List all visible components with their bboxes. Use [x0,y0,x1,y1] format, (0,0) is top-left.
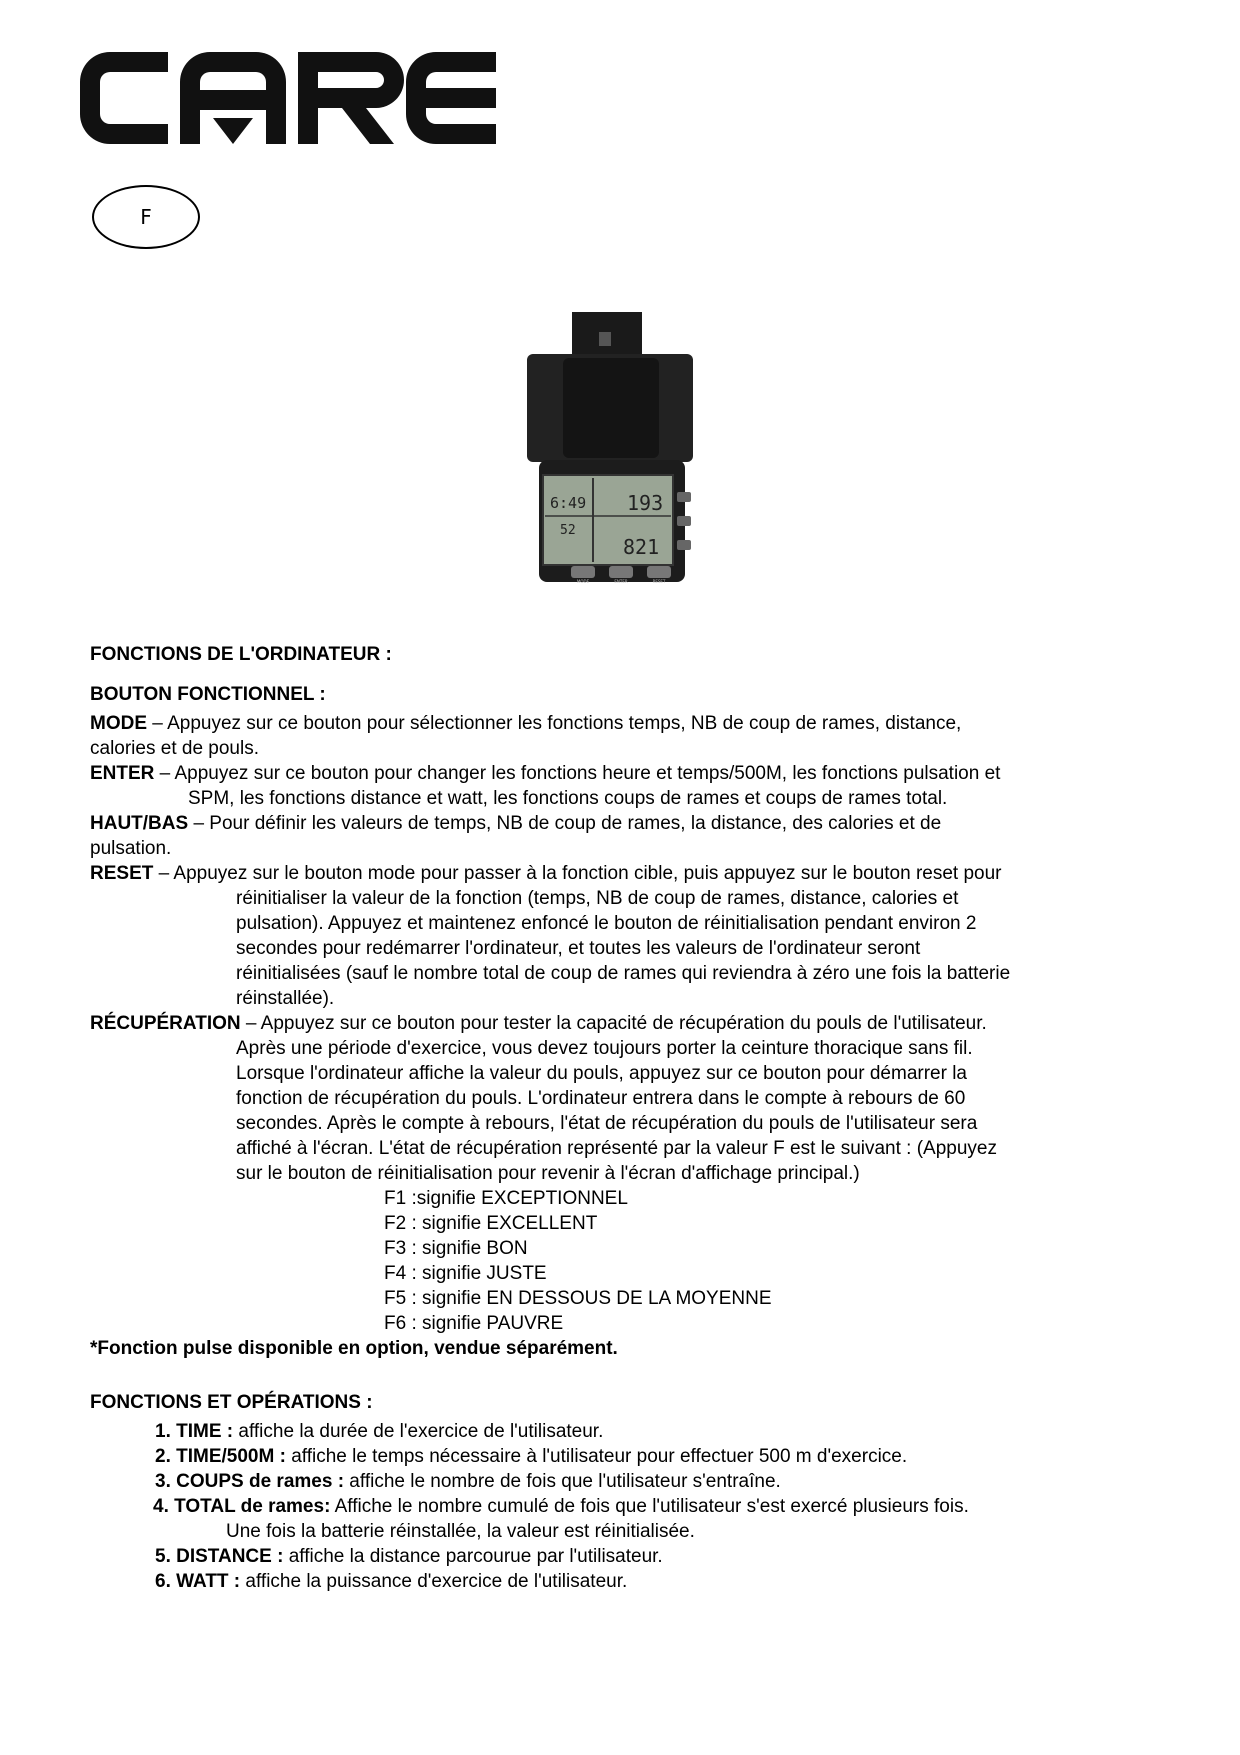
button-label-reset: RESET [652,579,666,584]
recovery-level-f3: F3 : signifie BON [384,1238,528,1259]
recovery-level-f6: F6 : signifie PAUVRE [384,1313,564,1334]
button-label-mode: MODE [576,579,590,584]
button-desc-up-down: HAUT/BAS – Pour définir les valeurs de temps, NB de coup de rames, la distance, des calories et de [90,813,942,834]
button-desc-recovery-cont-5: affiché à l'écran. L'état de récupération représenté par la valeur F est le suivant : (Appuyez [236,1138,998,1159]
operation-item-total-strokes-cont: Une fois la batterie réinstallée, la valeur est réinitialisée. [226,1521,695,1542]
button-desc-enter-cont: SPM, les fonctions distance et watt, les fonctions coups de rames et coups de rames total. [188,788,948,809]
heading-computer-functions: FONCTIONS DE L'ORDINATEUR : [90,644,392,665]
button-desc-recovery-cont-2: Lorsque l'ordinateur affiche la valeur du pouls, appuyez sur ce bouton pour démarrer la [236,1063,967,1084]
button-name-reset: RESET [90,863,154,884]
care-logo-graphic [76,48,578,148]
pulse-note: *Fonction pulse disponible en option, vendue séparément. [90,1338,618,1359]
button-desc-reset-cont-1: réinitialiser la valeur de la fonction (temps, NB de coup de rames, distance, calories et [236,888,959,909]
button-desc-recovery-cont-1: Après une période d'exercice, vous devez toujours porter la ceinture thoracique sans fil. [236,1038,973,1059]
brand-logo [76,48,578,148]
button-desc-reset-cont-3: secondes pour redémarrer l'ordinateur, et toutes les valeurs de l'ordinateur seront [236,938,921,959]
button-desc-recovery-cont-4: secondes. Après le compte à rebours, l'état de récupération du pouls de l'utilisateur sera [236,1113,978,1134]
operation-item-time: 1. TIME : affiche la durée de l'exercice de l'utilisateur. [155,1421,604,1442]
button-desc-mode: MODE – Appuyez sur ce bouton pour sélectionner les fonctions temps, NB de coup de rames, distance, [90,713,962,734]
button-desc-reset: RESET – Appuyez sur le bouton mode pour passer à la fonction cible, puis appuyez sur le bouton reset pour [90,863,1002,884]
button-label-enter: ENTER [614,579,628,584]
computer-illustration [523,310,698,585]
button-name-enter: ENTER [90,763,155,784]
language-letter: F [140,205,152,229]
readout-distance: 821 [623,535,660,559]
readout-spm: 193 [627,491,664,515]
rowing-computer-image [523,310,698,585]
button-desc-reset-cont-4: réinitialisées (sauf le nombre total de coup de rames qui reviendra à zéro une fois la batterie [236,963,1011,984]
operation-item-distance: 5. DISTANCE : affiche la distance parcourue par l'utilisateur. [155,1546,663,1567]
button-desc-reset-cont-5: réinstallée). [236,988,335,1009]
recovery-level-f1: F1 :signifie EXCEPTIONNEL [384,1188,628,1209]
language-badge [92,185,200,249]
operation-item-time-500m: 2. TIME/500M : affiche le temps nécessaire à l'utilisateur pour effectuer 500 m d'exercice. [155,1446,908,1467]
button-desc-mode-cont: calories et de pouls. [90,738,259,759]
button-name-recovery: RÉCUPÉRATION [90,1013,241,1034]
button-desc-up-down-cont: pulsation. [90,838,172,859]
recovery-level-f4: F4 : signifie JUSTE [384,1263,547,1284]
heading-functional-button: BOUTON FONCTIONNEL : [90,684,326,705]
button-desc-recovery-cont-6: sur le bouton de réinitialisation pour revenir à l'écran d'affichage principal.) [236,1163,860,1184]
recovery-level-f2: F2 : signifie EXCELLENT [384,1213,598,1234]
readout-time: 6:49 [550,494,587,512]
button-desc-enter: ENTER – Appuyez sur ce bouton pour changer les fonctions heure et temps/500M, les fonctions pulsation et [90,763,1001,784]
readout-pulse: 52 [560,523,576,538]
operation-item-strokes: 3. COUPS de rames : affiche le nombre de fois que l'utilisateur s'entraîne. [155,1471,781,1492]
button-desc-reset-cont-2: pulsation). Appuyez et maintenez enfoncé le bouton de réinitialisation pendant environ 2 [236,913,977,934]
button-desc-recovery-cont-3: fonction de récupération du pouls. L'ordinateur entrera dans le compte à rebours de 60 [236,1088,966,1109]
button-name-up-down: HAUT/BAS [90,813,189,834]
operation-item-watt: 6. WATT : affiche la puissance d'exercice de l'utilisateur. [155,1571,628,1592]
button-desc-recovery: RÉCUPÉRATION – Appuyez sur ce bouton pour tester la capacité de récupération du pouls de l'utilisateur. [90,1013,987,1034]
heading-functions-operations: FONCTIONS ET OPÉRATIONS : [90,1392,373,1413]
recovery-level-f5: F5 : signifie EN DESSOUS DE LA MOYENNE [384,1288,772,1309]
button-name-mode: MODE [90,713,147,734]
operation-item-total-strokes: 4. TOTAL de rames: Affiche le nombre cumulé de fois que l'utilisateur s'est exercé plusieurs fois. [153,1496,969,1517]
